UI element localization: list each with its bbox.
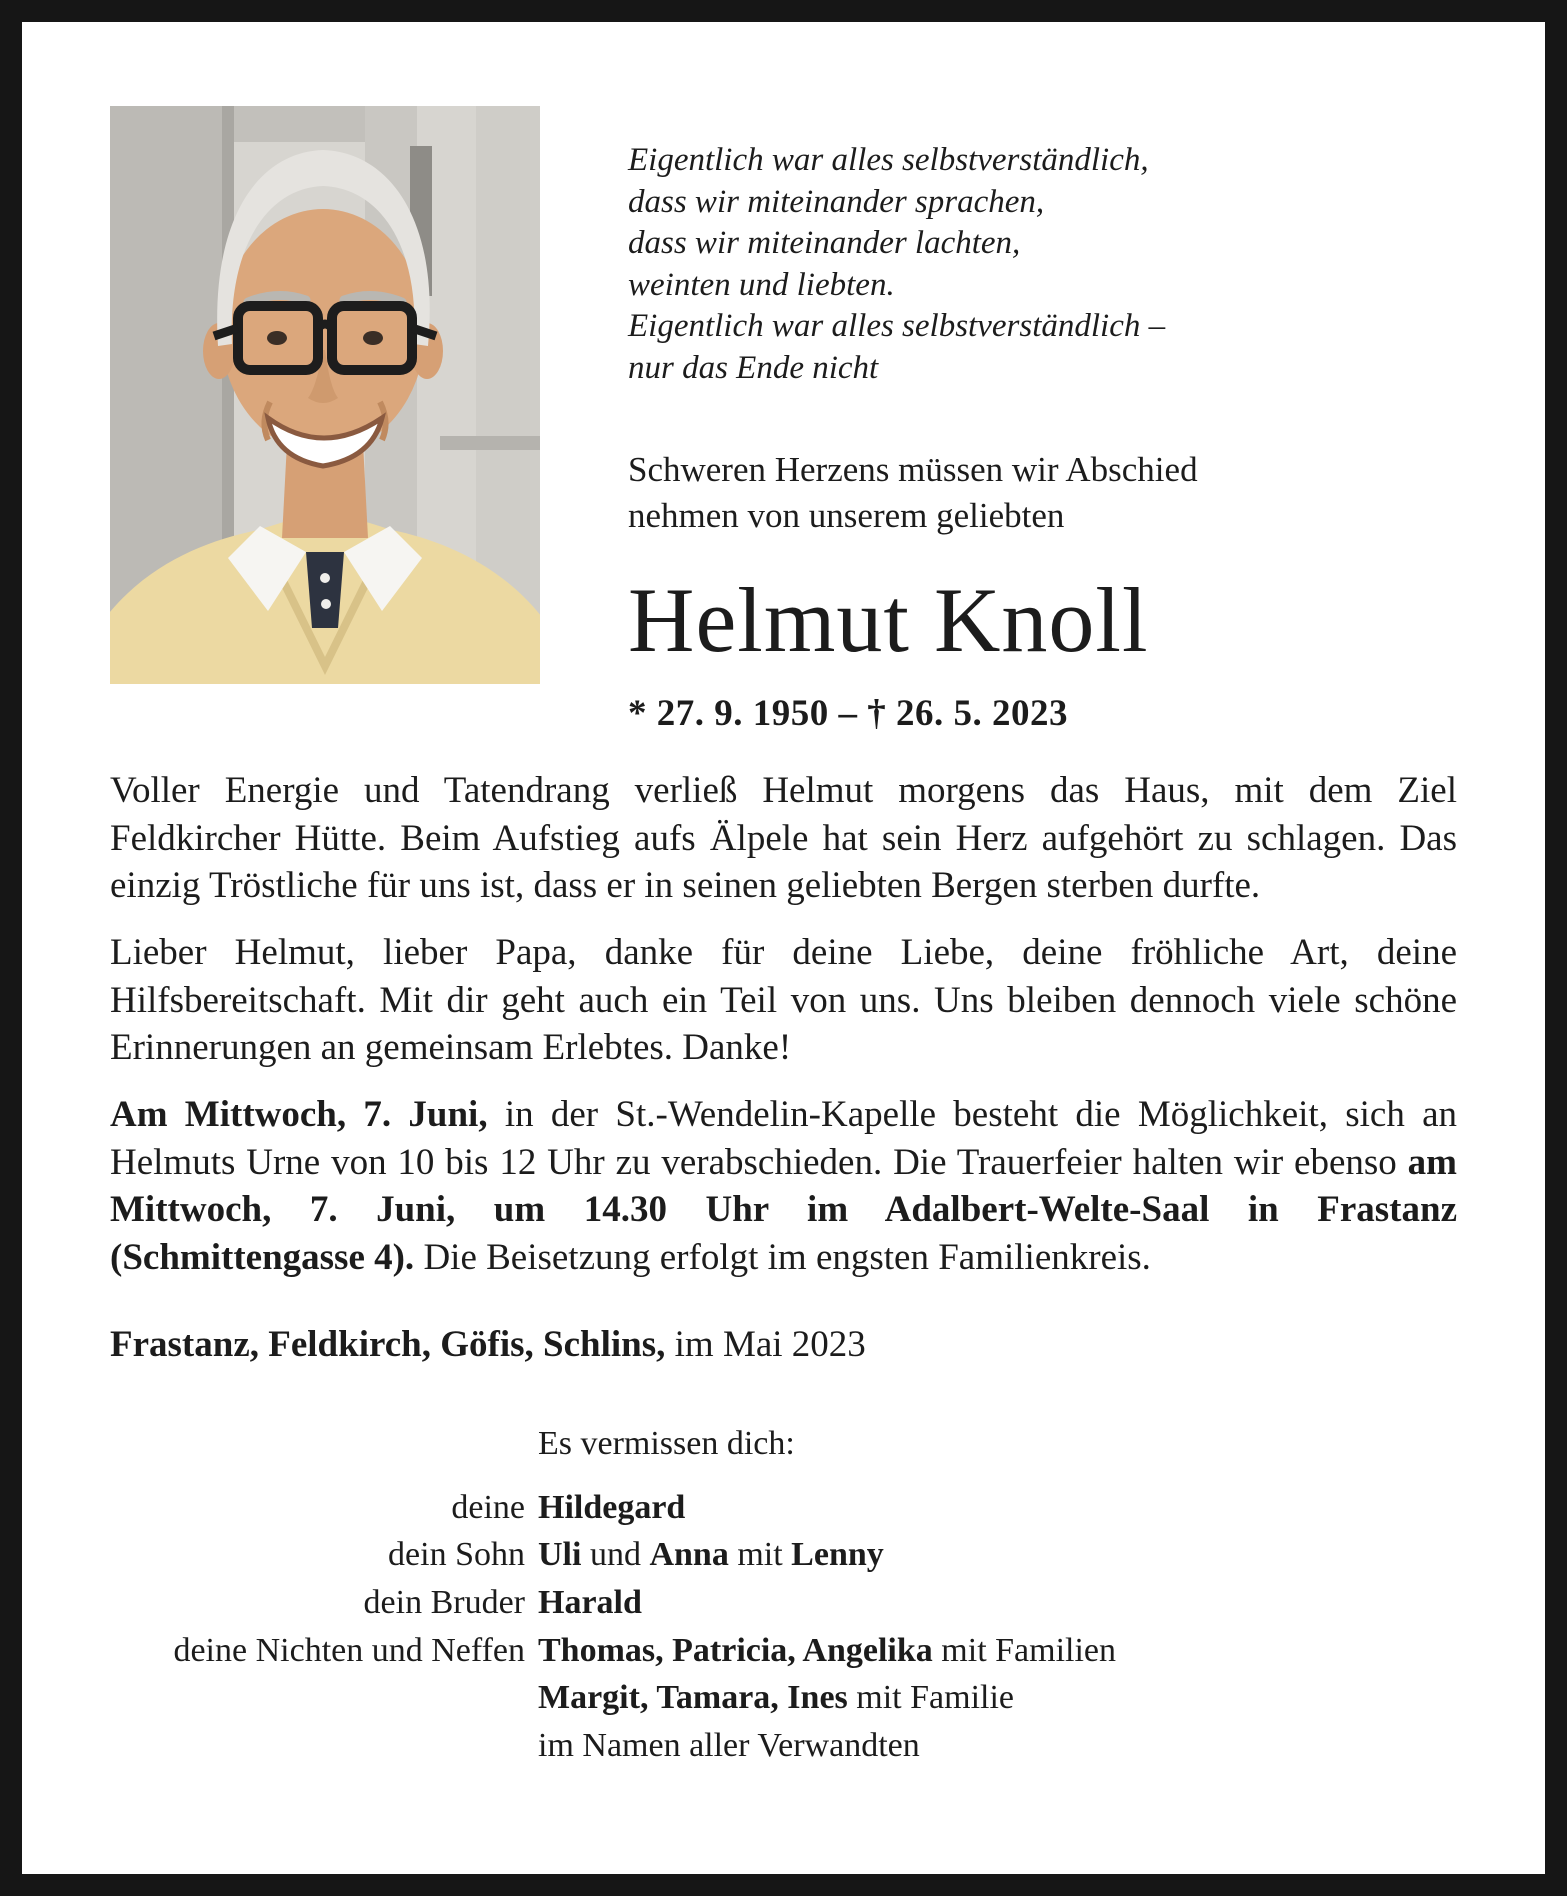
deceased-name: Helmut Knoll (628, 569, 1149, 672)
mourner-names: im Namen aller Verwandten (538, 1726, 920, 1764)
farewell-intro (628, 447, 1457, 538)
mourner-row (110, 1674, 1457, 1722)
mourner-names: Hildegard (538, 1488, 686, 1526)
deceased-portrait-photo (110, 106, 540, 684)
intro-line: Schweren Herzens müssen wir Abschied (628, 450, 1198, 490)
mourner-label (110, 1420, 525, 1468)
poem-line: nur das Ende nicht (628, 349, 879, 386)
mourners-heading: Es vermissen dich: (538, 1425, 795, 1463)
paragraph-circumstances: Voller Energie und Tatendrang verließ Helmut morgens das Haus, mit dem Ziel Feldkircher Hütte. Beim Aufstieg aufs Älpele hat sein Herz aufgehört zu schlagen. Das einzig Tröstliche für uns ist, dass er in seinen geliebten Bergen sterben durfte. (110, 770, 1457, 907)
mourner-row (110, 1531, 1457, 1579)
poem-line: dass wir miteinander sprachen, (628, 183, 1045, 220)
deceased-portrait (110, 106, 540, 684)
mourner-label: dein Sohn (388, 1536, 525, 1574)
paragraph-funeral-details: Am Mittwoch, 7. Juni, in der St.-Wendelin-Kapelle besteht die Möglichkeit, sich an Helmuts Urne von 10 bis 12 Uhr zu verabschieden. Die Trauerfeier halten wir ebenso am Mittwoch, 7. Juni, um 14.30 Uhr im Adalbert-Welte-Saal in Frastanz (Schmittengasse 4). Die Beisetzung erfolgt im engsten Familienkreis. (110, 1094, 1457, 1278)
poem-line: weinten und liebten. (628, 266, 895, 303)
places-date-line: Frastanz, Feldkirch, Göfis, Schlins, im Mai 2023 (110, 1323, 866, 1365)
poem-line: Eigentlich war alles selbstverständlich – (628, 308, 1166, 345)
mourner-names: Thomas, Patricia, Angelika mit Familien (538, 1631, 1117, 1669)
mourner-row (110, 1484, 1457, 1532)
mourner-label (110, 1722, 525, 1770)
mourner-row (110, 1627, 1457, 1675)
poem-line: Eigentlich war alles selbstverständlich, (628, 142, 1149, 178)
mourner-row (110, 1722, 1457, 1770)
mourner-names: Harald (538, 1584, 642, 1622)
mourner-names: Uli und Anna mit Lenny (538, 1536, 884, 1574)
obituary-header (110, 106, 1457, 735)
mourners-list (110, 1420, 1457, 1769)
obituary-body (110, 767, 1457, 1281)
mourner-label: deine (451, 1488, 525, 1526)
mourner-row (110, 1579, 1457, 1627)
mourners-heading-row (110, 1420, 1457, 1468)
header-right-column (540, 106, 1457, 735)
memorial-poem (628, 140, 1457, 389)
poem-line: dass wir miteinander lachten, (628, 225, 1021, 262)
deceased-dates: * 27. 9. 1950 – † 26. 5. 2023 (628, 693, 1068, 735)
mourner-label: deine Nichten und Neffen (173, 1631, 525, 1669)
mourner-label (110, 1674, 525, 1722)
intro-line: nehmen von unserem geliebten (628, 495, 1065, 535)
mourner-label: dein Bruder (363, 1584, 525, 1622)
paragraph-thanks: Lieber Helmut, lieber Papa, danke für deine Liebe, deine fröhliche Art, deine Hilfsbereitschaft. Mit dir geht auch ein Teil von uns. Uns bleiben dennoch viele schöne Erinnerungen an gemeinsam Erlebtes. Danke! (110, 932, 1457, 1069)
mourner-names: Margit, Tamara, Ines mit Familie (538, 1679, 1014, 1717)
obituary-content (22, 22, 1545, 1769)
